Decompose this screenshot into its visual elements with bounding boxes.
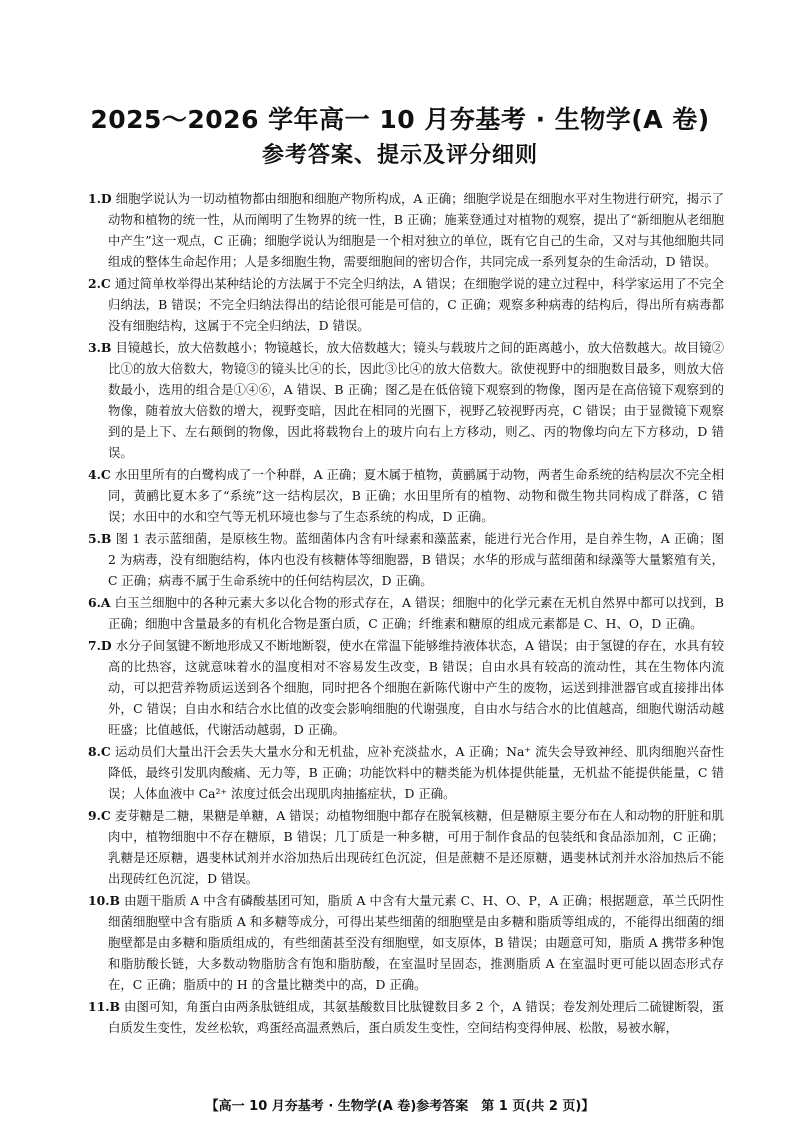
answer-text: 通过简单枚举得出某种结论的方法属于不完全归纳法，A 错误；在细胞学说的建立过程中，科学家运用了不完全归纳法，B 错误；不完全归纳法得出的结论很可能是可信的，C 正确；观察多种病毒的结构后，得出所有病毒都没有细胞结构，这属于不完全归纳法，D 错误。	[108, 276, 724, 333]
answer-number: 4.C	[88, 467, 111, 482]
answer-item	[88, 592, 724, 634]
answer-number: 3.B	[88, 340, 112, 355]
answer-text: 水田里所有的白鹭构成了一个种群，A 正确；夏木属于植物，黄鹂属于动物，两者生命系统的结构层次不完全相同，黄鹂比夏木多了“系统”这一结构层次，B 正确；水田里所有的植物、动物和微生物共同构成了群落，C 错误；水田中的水和空气等无机环境也参与了生态系统的构成，D 正确。	[108, 467, 724, 524]
answer-item	[88, 635, 724, 740]
answer-text: 细胞学说认为一切动植物都由细胞和细胞产物所构成，A 正确；细胞学说是在细胞水平对生物进行研究，揭示了动物和植物的统一性，从而阐明了生物界的统一性，B 正确；施莱登通过对植物的观察，提出了“新细胞从老细胞中产生”这一观点，C 正确；细胞学说认为细胞是一个相对独立的单位，既有它自己的生命，又对与其他细胞共同组成的整体生命起作用；人是多细胞生物，需要细胞间的密切合作，共同完成一系列复杂的生命活动，D 错误。	[108, 191, 724, 269]
answer-item	[88, 996, 724, 1038]
answer-list	[88, 188, 724, 1039]
answer-text: 麦芽糖是二糖，果糖是单糖，A 错误；动植物细胞中都存在脱氧核糖，但是糖原主要分布在人和动物的肝脏和肌肉中，植物细胞中不存在糖原，B 错误；几丁质是一种多糖，可用于制作食品的包装纸和食品添加剂，C 正确；乳糖是还原糖，遇斐林试剂并水浴加热后出现砖红色沉淀，但是蔗糖不是还原糖，遇斐林试剂并水浴加热后不能出现砖红色沉淀，D 错误。	[108, 808, 724, 886]
page-subtitle: 参考答案、提示及评分细则	[261, 143, 538, 168]
answer-number: 1.D	[88, 191, 112, 206]
answer-item	[88, 188, 724, 272]
answer-number: 7.D	[88, 638, 112, 653]
answer-text: 由题干脂质 A 中含有磷酸基团可知，脂质 A 中含有大量元素 C、H、O、P，A 正确；根据题意，革兰氏阴性细菌细胞壁中含有脂质 A 和多糖等成分，可得出某些细菌的细胞壁是由多糖和脂质等组成的，不能得出细菌的细胞壁都是由多糖和脂质组成的，有些细菌甚至没有细胞壁，如支原体，B 错误；由题意可知，脂质 A 携带多种饱和脂肪酸长链，大多数动物脂肪含有饱和脂肪酸，在室温时呈固态，推测脂质 A 在室温时更可能以固态形式存在，C 正确；脂质中的 H 的含量比糖类中的高，D 正确。	[108, 893, 724, 992]
answer-text: 由图可知，角蛋白由两条肽链组成，其氨基酸数目比肽键数目多 2 个，A 错误；卷发剂处理后二硫键断裂，蛋白质发生变性，发丝松软，鸡蛋经高温煮熟后，蛋白质发生变性，空间结构变得伸展、松散，易被水解，	[108, 999, 724, 1035]
answer-item	[88, 273, 724, 336]
page-title: 2025～2026 学年高一 10 月夯基考 · 生物学(A 卷)	[90, 105, 710, 134]
answer-item	[88, 337, 724, 463]
answer-text: 白玉兰细胞中的各种元素大多以化合物的形式存在，A 错误；细胞中的化学元素在无机自然界中都可以找到，B 正确；细胞中含量最多的有机化合物是蛋白质，C 正确；纤维素和糖原的组成元素都是 C、H、O，D 正确。	[108, 595, 724, 631]
answer-number: 9.C	[88, 808, 111, 823]
answer-number: 5.B	[88, 531, 112, 546]
answer-text: 图 1 表示蓝细菌，是原核生物。蓝细菌体内含有叶绿素和藻蓝素，能进行光合作用，是自养生物，A 正确；图 2 为病毒，没有细胞结构，体内也没有核糖体等细胞器，B 错误；水华的形成与蓝细菌和绿藻等大量繁殖有关，C 正确；病毒不属于生命系统中的任何结构层次，D 正确。	[108, 531, 724, 588]
answer-number: 6.A	[88, 595, 111, 610]
answer-text: 目镜越长，放大倍数越小；物镜越长，放大倍数越大；镜头与载玻片之间的距离越小，放大倍数越大。故目镜②比①的放大倍数大，物镜③的镜头比④的长，因此③比④的放大倍数大。欲使视野中的细胞数目最多，则放大倍数最小，选用的组合是①④⑥，A 错误、B 正确；图乙是在低倍镜下观察到的物像，图丙是在高倍镜下观察到的物像，随着放大倍数的增大，视野变暗，因此在相同的光圈下，视野乙较视野丙亮，C 错误；由于显微镜下观察到的是上下、左右颠倒的物像，因此将载物台上的玻片向右上方移动，则乙、丙的物像均向左下方移动，D 错误。	[108, 340, 724, 460]
answer-number: 2.C	[88, 276, 111, 291]
answer-item	[88, 528, 724, 591]
page-footer: 【高一 10 月夯基考 · 生物学(A 卷)参考答案 第 1 页(共 2 页)】	[205, 1099, 595, 1114]
answer-item	[88, 464, 724, 527]
answer-item	[88, 741, 724, 804]
answer-number: 10.B	[88, 893, 121, 908]
answer-number: 11.B	[88, 999, 121, 1014]
answer-text: 运动员们大量出汗会丢失大量水分和无机盐，应补充淡盐水，A 正确；Na⁺ 流失会导致神经、肌肉细胞兴奋性降低，最终引发肌肉酸痛、无力等，B 正确；功能饮料中的糖类能为机体提供能量，无机盐不能提供能量，C 错误；人体血液中 Ca²⁺ 浓度过低会出现肌肉抽搐症状，D 正确。	[108, 744, 724, 801]
answer-item	[88, 890, 724, 995]
answer-text: 水分子间氢键不断地形成又不断地断裂，使水在常温下能够维持液体状态，A 错误；由于氢键的存在，水具有较高的比热容，这就意味着水的温度相对不容易发生改变，B 错误；自由水具有较高的流动性，其在生物体内流动，可以把营养物质运送到各个细胞，同时把各个细胞在新陈代谢中产生的废物，运送到排泄器官或直接排出体外，C 错误；自由水和结合水比值的改变会影响细胞的代谢强度，自由水与结合水的比值越高，细胞代谢活动越旺盛；比值越低，代谢活动越弱，D 正确。	[108, 638, 724, 737]
answer-item	[88, 805, 724, 889]
answer-number: 8.C	[88, 744, 111, 759]
